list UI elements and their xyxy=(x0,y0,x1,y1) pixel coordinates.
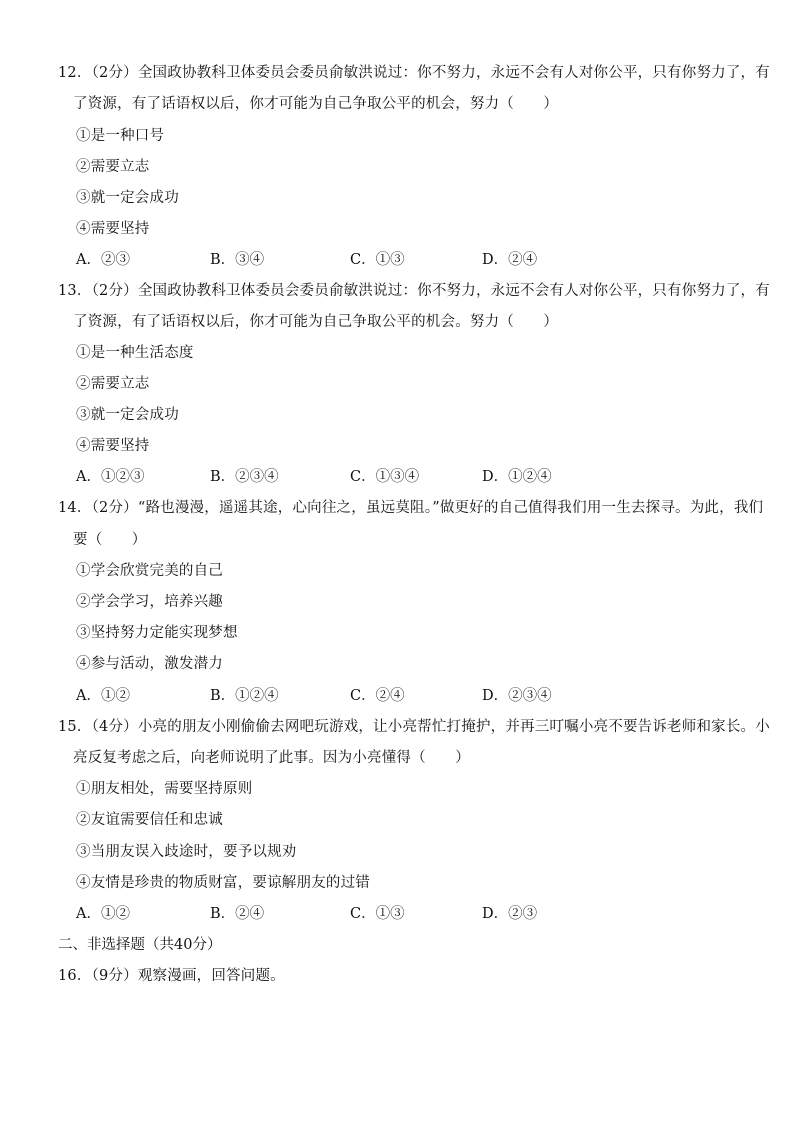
question-14-stem-line-2: 要（ ） xyxy=(73,532,147,548)
question-13-stem-line-1: 13．（2分）全国政协教科卫体委员会委员俞敏洪说过：你不努力，永远不会有人对你公平，只有你努力了，有 xyxy=(58,283,770,299)
choice-a[interactable]: A．①② xyxy=(76,688,130,704)
question-number: 14 xyxy=(58,500,77,516)
question-15-stem-line-2: 亮反复考虑之后，向老师说明了此事。因为小亮懂得（ ） xyxy=(73,750,470,766)
question-text: 小亮的朋友小刚偷偷去网吧玩游戏，让小亮帮忙打掩护，并再三叮嘱小亮不要告诉老师和家长。小 xyxy=(137,719,770,735)
question-points: （2分） xyxy=(91,65,138,81)
question-15-statement-1: ①朋友相处，需要坚持原则 xyxy=(76,781,253,797)
question-14-statement-4: ④参与活动，激发潜力 xyxy=(76,656,223,672)
choice-c[interactable]: C．①③ xyxy=(350,906,405,922)
question-15-stem-line-1: 15．（4分）小亮的朋友小刚偷偷去网吧玩游戏，让小亮帮忙打掩护，并再三叮嘱小亮不要告诉老师和家长。小 xyxy=(58,719,770,735)
question-number: 12 xyxy=(58,65,77,81)
choice-d[interactable]: D．②③ xyxy=(482,906,538,922)
question-number: 13 xyxy=(58,283,77,299)
question-points: （2分） xyxy=(91,500,138,516)
question-12-stem-line-2: 了资源，有了话语权以后，你才可能为自己争取公平的机会，努力（ ） xyxy=(73,96,559,112)
question-15-statement-2: ②友谊需要信任和忠诚 xyxy=(76,812,223,828)
question-14-stem-line-1: 14．（2分）“路也漫漫，遥遥其途，心向往之，虽远莫阻。”做更好的自己值得我们用一生去探寻。为此，我们 xyxy=(58,500,764,516)
choice-a[interactable]: A．①② xyxy=(76,906,130,922)
question-points: （4分） xyxy=(91,719,138,735)
question-points: （9分） xyxy=(91,968,138,984)
question-13-statement-3: ③就一定会成功 xyxy=(76,407,179,423)
choice-b[interactable]: B．①②④ xyxy=(210,688,279,704)
question-number: 16 xyxy=(58,968,77,984)
question-text: 全国政协教科卫体委员会委员俞敏洪说过：你不努力，永远不会有人对你公平，只有你努力了，有 xyxy=(137,65,770,81)
section-title: 二、非选择题（共40分） xyxy=(58,937,222,953)
question-13-statement-2: ②需要立志 xyxy=(76,376,150,392)
question-16-stem: 16．（9分）观察漫画，回答问题。 xyxy=(58,968,285,984)
choice-b[interactable]: B．②③④ xyxy=(210,469,279,485)
question-12-statement-2: ②需要立志 xyxy=(76,159,150,175)
question-14-statement-2: ②学会学习，培养兴趣 xyxy=(76,594,223,610)
question-13-stem-line-2: 了资源，有了话语权以后，你才可能为自己争取公平的机会。努力（ ） xyxy=(73,314,559,330)
question-12-statement-1: ①是一种口号 xyxy=(76,128,165,144)
choice-b[interactable]: B．②④ xyxy=(210,906,265,922)
question-13-statement-4: ④需要坚持 xyxy=(76,438,150,454)
question-text: “路也漫漫，遥遥其途，心向往之，虽远莫阻。”做更好的自己值得我们用一生去探寻。为此，我们 xyxy=(137,500,764,516)
choice-d[interactable]: D．①②④ xyxy=(482,469,552,485)
choice-d[interactable]: D．②④ xyxy=(482,252,538,268)
choice-c[interactable]: C．①③ xyxy=(350,252,405,268)
question-points: （2分） xyxy=(91,283,138,299)
question-text: 全国政协教科卫体委员会委员俞敏洪说过：你不努力，永远不会有人对你公平，只有你努力了，有 xyxy=(137,283,770,299)
question-14-statement-3: ③坚持努力定能实现梦想 xyxy=(76,625,238,641)
question-12-statement-4: ④需要坚持 xyxy=(76,221,150,237)
choice-d[interactable]: D．②③④ xyxy=(482,688,552,704)
question-15-statement-4: ④友情是珍贵的物质财富，要谅解朋友的过错 xyxy=(76,875,370,891)
question-12-stem-line-1: 12．（2分）全国政协教科卫体委员会委员俞敏洪说过：你不努力，永远不会有人对你公平，只有你努力了，有 xyxy=(58,65,770,81)
choice-c[interactable]: C．②④ xyxy=(350,688,405,704)
question-number: 15 xyxy=(58,719,77,735)
question-text: 观察漫画，回答问题。 xyxy=(137,968,285,984)
question-13-statement-1: ①是一种生活态度 xyxy=(76,345,194,361)
question-12-statement-3: ③就一定会成功 xyxy=(76,190,179,206)
choice-b[interactable]: B．③④ xyxy=(210,252,265,268)
choice-a[interactable]: A．①②③ xyxy=(76,469,145,485)
choice-c[interactable]: C．①③④ xyxy=(350,469,420,485)
question-14-statement-1: ①学会欣赏完美的自己 xyxy=(76,563,223,579)
question-15-statement-3: ③当朋友误入歧途时，要予以规劝 xyxy=(76,844,297,860)
choice-a[interactable]: A．②③ xyxy=(76,252,130,268)
